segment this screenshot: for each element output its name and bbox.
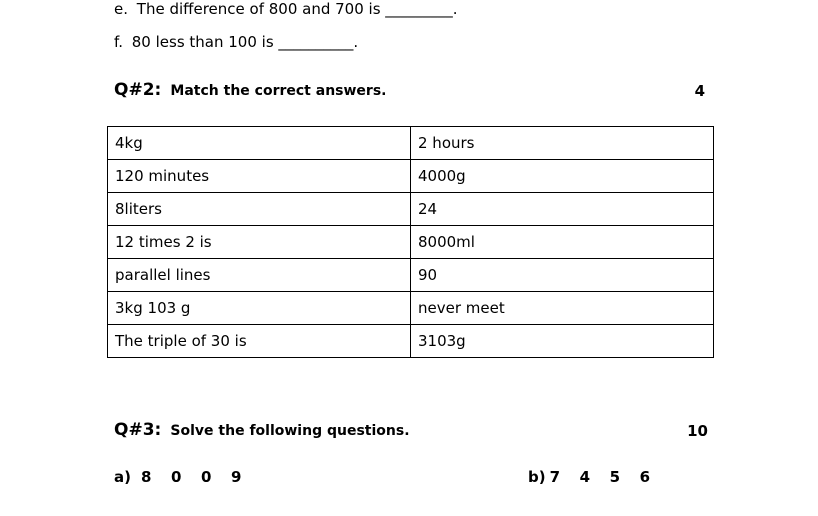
q2-heading — [114, 80, 386, 100]
item-label: e. — [114, 0, 128, 18]
question-title: Match the correct answers. — [170, 83, 387, 99]
table-row — [108, 325, 714, 358]
digit: 0 — [200, 468, 212, 486]
digit: 8 — [140, 468, 152, 486]
problem-label: a) — [114, 468, 131, 486]
table-row — [108, 226, 714, 259]
right-cell: 24 — [411, 193, 714, 226]
right-cell: never meet — [411, 292, 714, 325]
q3-heading — [114, 420, 410, 440]
table-row — [108, 127, 714, 160]
match-table — [107, 126, 714, 358]
digit: 0 — [170, 468, 182, 486]
right-cell: 8000ml — [411, 226, 714, 259]
digit: 5 — [609, 468, 621, 486]
question-number: Q#2: — [114, 80, 162, 100]
left-cell: 3kg 103 g — [108, 292, 411, 325]
item-end: . — [452, 0, 458, 18]
right-cell: 4000g — [411, 160, 714, 193]
problem-label: b) — [528, 468, 546, 486]
q2-marks: 4 — [694, 82, 705, 100]
item-text: 80 less than 100 is — [131, 33, 274, 51]
digit: 4 — [579, 468, 591, 486]
problem-b — [528, 468, 670, 486]
right-cell: 2 hours — [411, 127, 714, 160]
digit: 6 — [639, 468, 651, 486]
right-cell: 3103g — [411, 325, 714, 358]
q3-marks: 10 — [687, 422, 708, 440]
item-text: The difference of 800 and 700 is — [136, 0, 381, 18]
fill-blank-e — [114, 0, 458, 18]
left-cell: 8liters — [108, 193, 411, 226]
table-row — [108, 259, 714, 292]
answer-blank: _________ — [385, 0, 453, 18]
answer-blank: __________ — [278, 33, 354, 51]
left-cell: 120 minutes — [108, 160, 411, 193]
table-row — [108, 160, 714, 193]
digit: 9 — [230, 468, 242, 486]
question-title: Solve the following questions. — [170, 423, 410, 439]
item-label: f. — [114, 33, 123, 51]
table-row — [108, 292, 714, 325]
left-cell: 12 times 2 is — [108, 226, 411, 259]
right-cell: 90 — [411, 259, 714, 292]
question-number: Q#3: — [114, 420, 162, 440]
fill-blank-f — [114, 33, 358, 51]
left-cell: The triple of 30 is — [108, 325, 411, 358]
left-cell: parallel lines — [108, 259, 411, 292]
digit: 7 — [549, 468, 561, 486]
item-end: . — [353, 33, 359, 51]
problem-a — [114, 468, 261, 486]
table-row — [108, 193, 714, 226]
left-cell: 4kg — [108, 127, 411, 160]
